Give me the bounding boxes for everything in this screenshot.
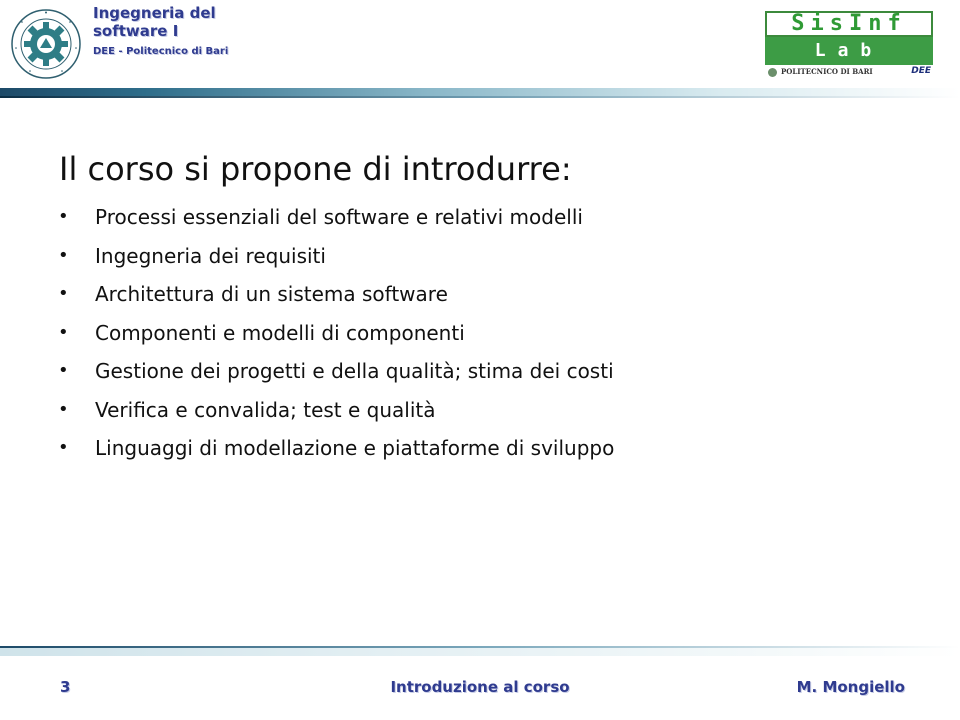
bullet-icon: • [58,244,69,266]
list-item-text: Architettura di un sistema software [95,282,448,306]
slide-heading: Il corso si propone di introdurre: [59,150,572,188]
list-item-text: Processi essenziali del software e relativi modelli [95,205,583,229]
footer-divider-line [0,646,960,648]
bullet-icon: • [58,283,69,304]
bullet-icon: • [58,321,69,343]
bullet-icon: • [58,206,69,227]
politecnico-small-icon [768,68,777,77]
logo-footer-left: POLITECNICO DI BARI [781,67,873,76]
page-number: 3 [60,678,71,696]
footer-title: Introduzione al corso [390,678,570,696]
sisinf-lab-logo [765,11,933,79]
logo-top-text: SisInf [765,11,933,37]
list-item-text: Gestione dei progetti e della qualità; stima dei costi [95,359,614,383]
bullet-icon: • [58,437,69,458]
header-divider-line [0,96,960,98]
list-item-text: Verifica e convalida; test e qualità [95,397,436,422]
list-item-text: Componenti e modelli di componenti [95,320,465,345]
footer-author: M. Mongiello [796,678,905,696]
logo-footer [765,66,933,79]
bullet-icon: • [58,398,69,420]
bullet-icon: • [58,360,69,381]
logo-middle-text: Lab [765,37,933,65]
header-divider [0,88,960,96]
list-item-text: Linguaggi di modellazione e piattaforme di sviluppo [95,436,615,460]
course-subtitle: DEE - Politecnico di Bari [93,46,229,57]
politecnico-seal-icon [10,8,82,80]
logo-footer-right: DEE [911,66,931,76]
course-title: Ingegneria del software I [93,4,216,40]
list-item-text: Ingegneria dei requisiti [95,243,326,268]
